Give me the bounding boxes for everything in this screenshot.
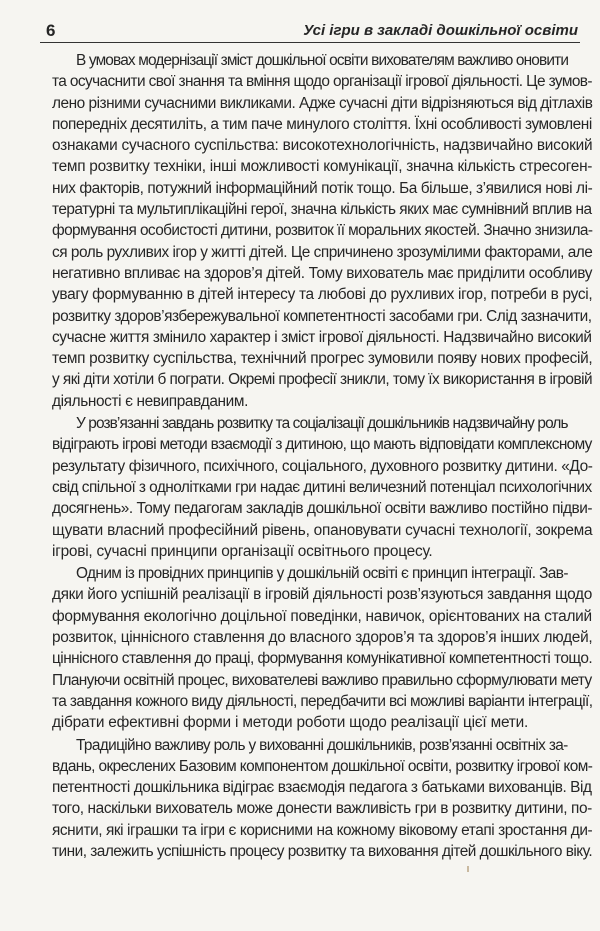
text-line: діяльності є невиправданим.: [52, 392, 248, 410]
text-line: сучасне життя змінило характер і зміст ігрової діяльності. Надзвичайно високий: [52, 328, 592, 346]
text-line: дяки його успішній реалізації в ігровій діяльності розв’язуються завдання щодо: [52, 586, 592, 604]
text-line: ігрові, сучасні принципи організації освітнього процесу.: [52, 542, 433, 560]
text-line: них факторів, потужний інформаційний потік тощо. Ба більше, з’явилися нові лі-: [52, 179, 593, 197]
text-line: В умовах модернізації зміст дошкільної освіти вихователям важливо оновити: [76, 52, 569, 69]
body-text: [52, 50, 600, 863]
text-line: темп розвитку техніки, інші можливості комунікації, значна кількість стресоген-: [52, 158, 593, 176]
text-line: досягнень». Тому педагогам закладів дошкільної освіти важливо постійно підви-: [52, 500, 593, 518]
text-line: Одним із провідних принципів у дошкільній освіті є принцип інтеграції. Зав-: [76, 565, 568, 583]
text-line: тини, залежить успішність процесу розвитку та виховання дітей дошкільного віку.: [52, 842, 593, 860]
text-line: лено різними сучасними викликами. Адже сучасні діти відрізняються від дітлахів: [52, 94, 593, 112]
paragraph-3: [52, 563, 600, 733]
text-line: темп розвитку суспільства, технічний прогрес зумовили появу нових професій,: [52, 350, 593, 368]
text-line: петентності дошкільника відіграє взаємодія педагога з батьками вихованців. Від: [52, 779, 592, 797]
text-line: тературні та мультиплікаційні герої, значна кількість яких має сумнівний вплив на: [52, 201, 592, 219]
text-line: свід спільної з однолітками гри надає дитині величезний потенціал психологічних: [52, 478, 592, 496]
text-line: розвиток, ціннісного ставлення до власного здоров’я та здоров’я інших людей,: [52, 629, 593, 647]
paper-speck: [467, 866, 469, 872]
page-header: [40, 20, 580, 43]
text-line: У розв’язанні завдань розвитку та соціалізації дошкільників надзвичайну роль: [76, 415, 568, 433]
text-line: Плануючи освітній процес, вихователеві важливо правильно сформулювати мету: [52, 671, 592, 689]
text-line: яснити, які іграшки та ігри є корисними на кожному віковому етапі зростання ди-: [52, 821, 593, 839]
paragraph-1: [52, 50, 600, 412]
text-line: та завдання кожного виду діяльності, передбачити всі можливі варіанти інтеграції,: [52, 692, 593, 710]
text-line: у які діти хотіли б пограти. Окремі професії зникли, тому їх використання в ігровій: [52, 371, 593, 389]
text-line: вдань, окреслених Базовим компонентом дошкільної освіти, розвитку ігрової ком-: [52, 757, 593, 775]
paragraph-4: [52, 735, 600, 863]
text-line: щувати власний професійний рівень, опановувати сучасні технології, зокрема: [52, 521, 593, 539]
text-line: увагу формуванню в дітей інтересу та любові до рухливих ігор, потреби в русі,: [52, 286, 593, 304]
text-line: ціннісного ставлення до праці, формування комунікативної компетентності тощо.: [52, 650, 593, 668]
text-line: результату фізичного, психічного, соціального, духовного розвитку дитини. «До-: [52, 457, 593, 475]
text-line: відіграють ігрові методи взаємодії з дитиною, що мають відповідати комплексному: [52, 436, 592, 454]
text-line: формування екологічно доцільної поведінки, навичок, орієнтованих на сталий: [52, 607, 592, 625]
text-line: негативно впливає на здоров’я дітей. Тому вихователь має приділити особливу: [52, 264, 593, 282]
text-line: розвитку здоров’язбережувальної компетентності засобами гри. Слід зазначити,: [52, 307, 592, 325]
paragraph-2: [52, 413, 600, 562]
text-line: Традиційно важливу роль у вихованні дошкільників, розв’язанні освітніх за-: [76, 736, 568, 754]
text-line: дібрати ефективні форми і методи роботи щодо реалізації цієї мети.: [52, 714, 529, 732]
text-line: формування особистості дитини, розвиток її моральних якостей. Значно знизила-: [52, 222, 593, 240]
text-line: того, наскільки вихователь може донести важливість гри в розвитку дитини, по-: [52, 800, 592, 818]
running-title: Усі ігри в закладі дошкільної освіти: [303, 22, 578, 39]
text-line: та осучаснити свої знання та вміння щодо організації ігрової діяльності. Це зумов-: [52, 73, 592, 91]
text-line: ознаками сучасного суспільства: високотехнологічність, надзвичайно високий: [52, 137, 593, 155]
page-number: 6: [46, 21, 56, 40]
text-line: ся роль рухливих ігор у житті дітей. Це спричинено зрозумілими факторами, але: [52, 243, 593, 261]
text-line: попередніх десятиліть, а тим паче минулого століття. Їхні особливості зумовлені: [52, 115, 592, 133]
